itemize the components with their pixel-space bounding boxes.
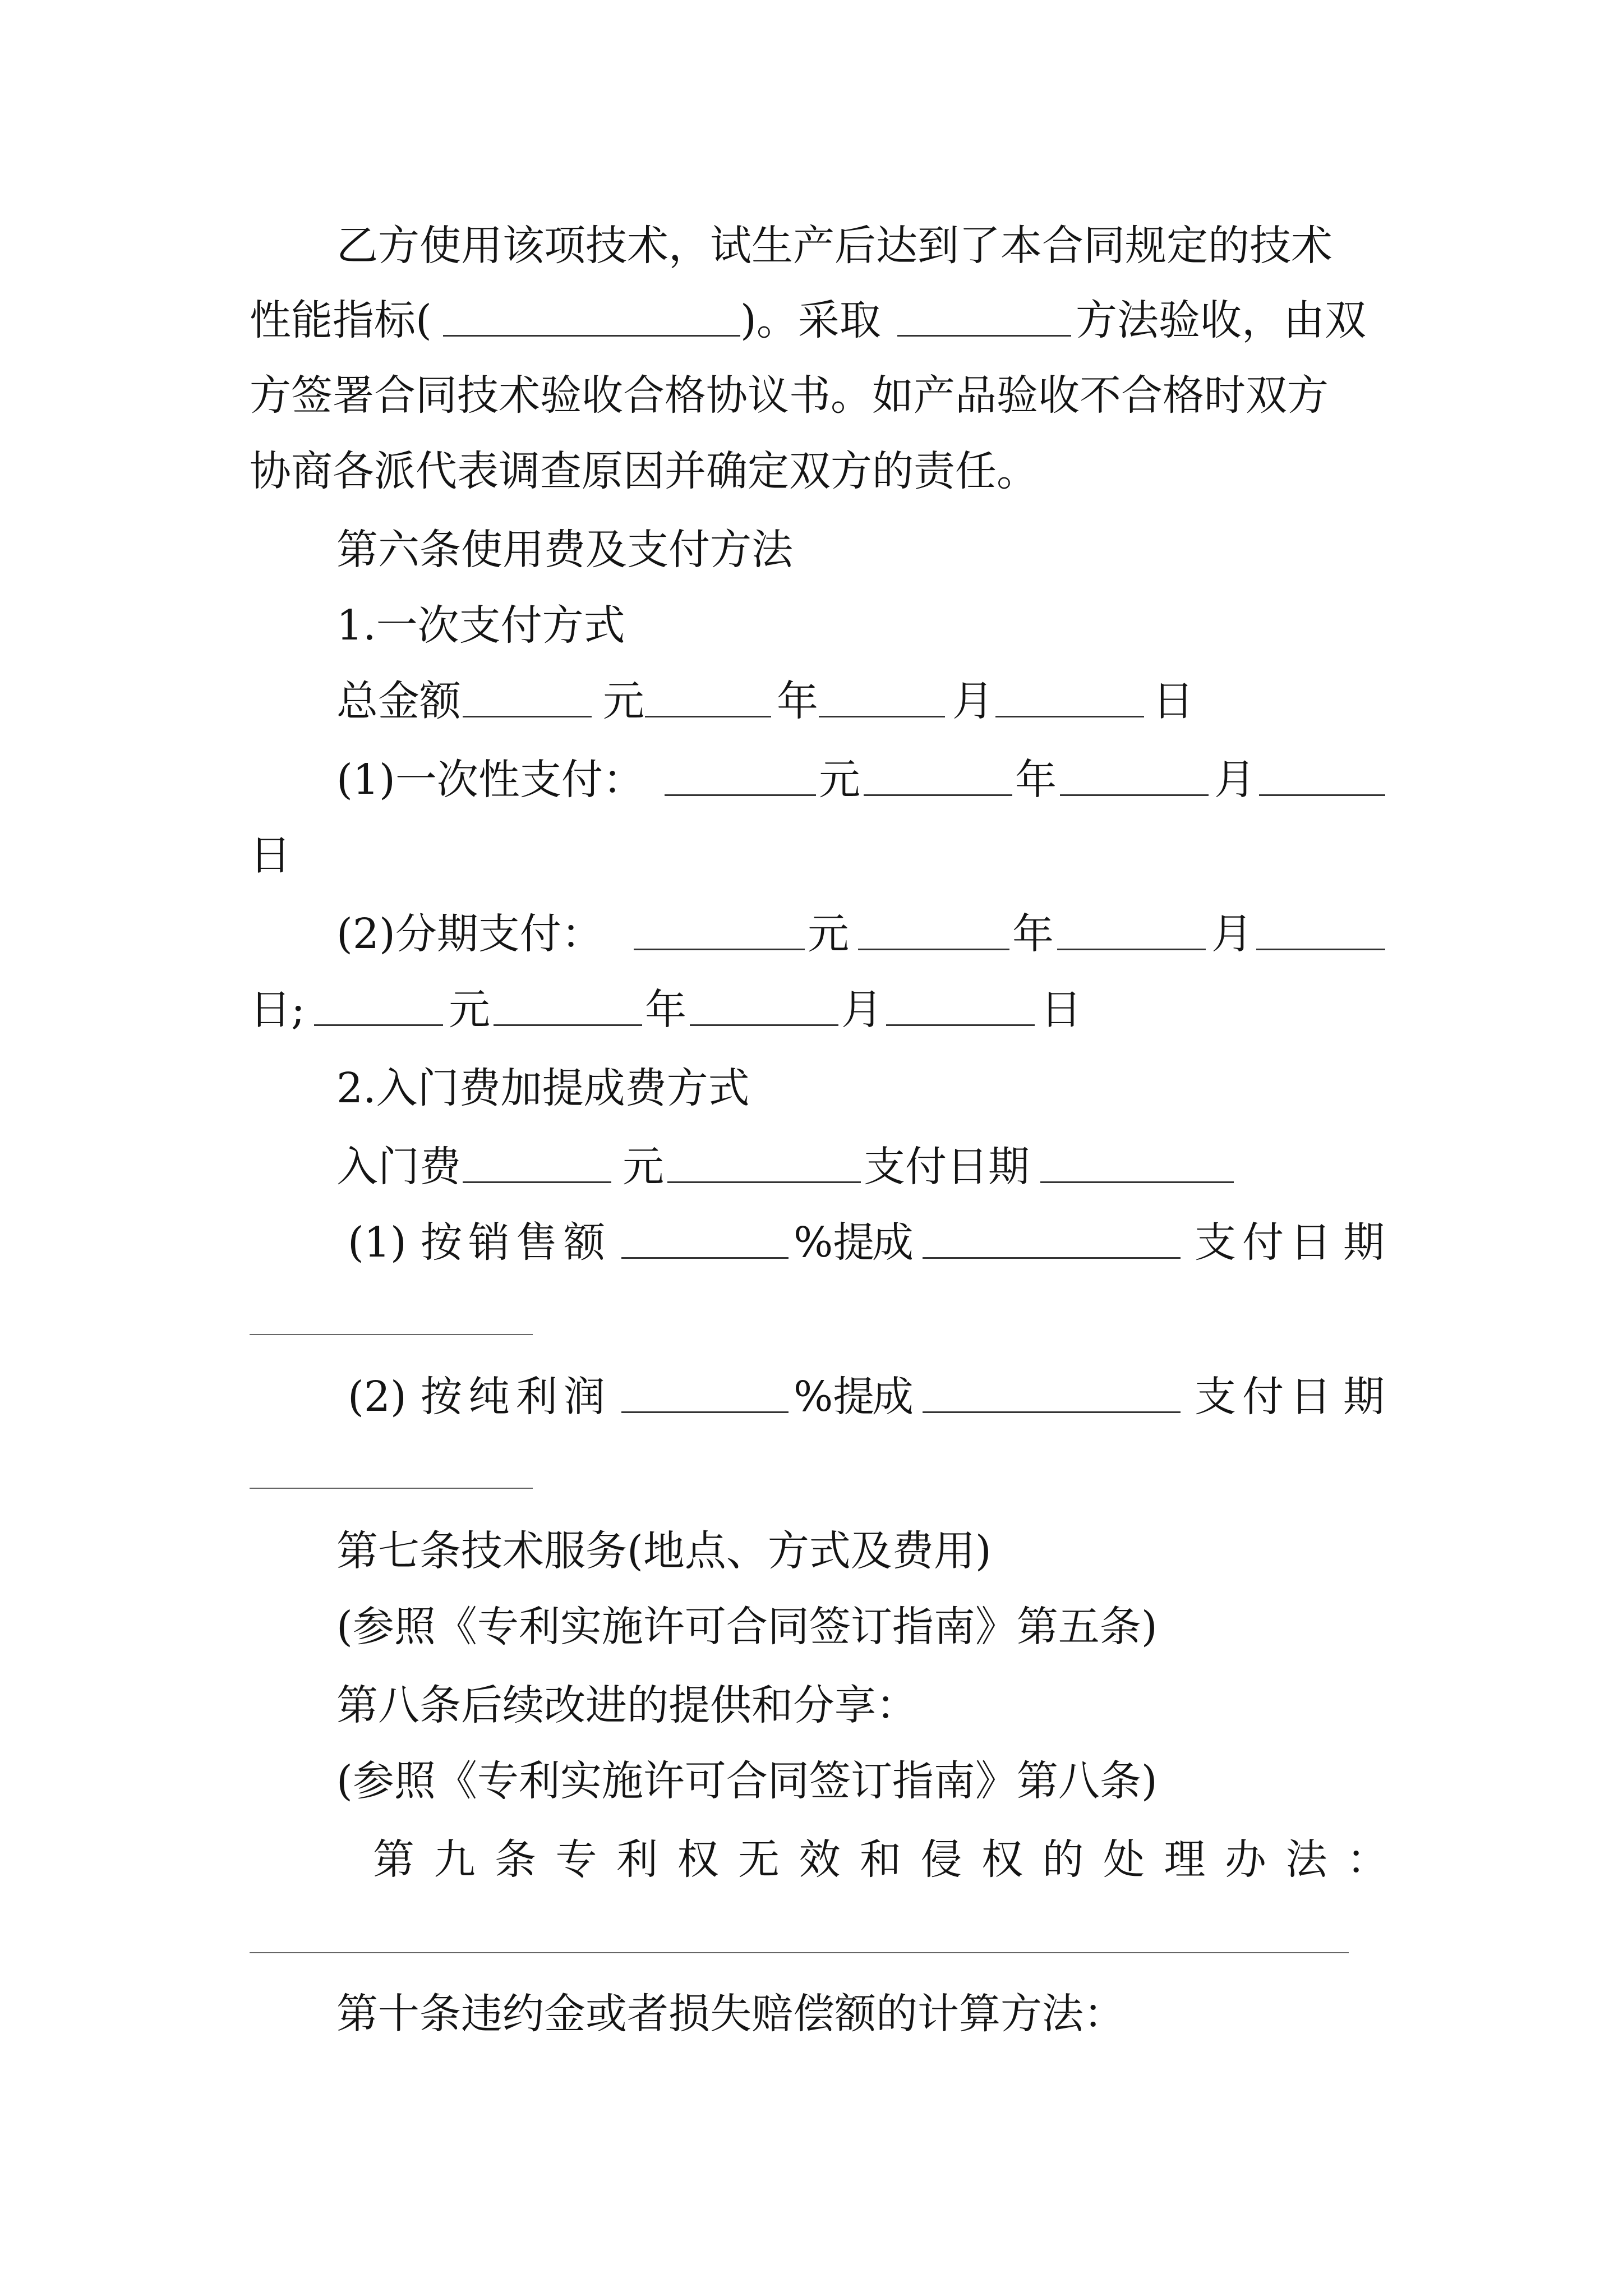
method-2 [0,1055,1623,1122]
fill-blank[interactable] [665,794,816,796]
heading: 第七条技术服务(地点、方式及费用) [336,1527,992,1575]
char: 无 [738,1835,780,1884]
fill-blank[interactable] [494,1024,642,1026]
text: 协商各派代表调查原因并确定双方的责任。 [250,447,1038,495]
entry-fee-line [0,1133,1623,1200]
fill-blank[interactable] [923,1411,1181,1413]
text: 性能指标( [250,296,432,344]
sales-commission-line [348,1209,1388,1276]
label: 按 [421,1218,462,1267]
label: 年 [777,677,818,725]
label: 日 [1040,986,1082,1034]
char: 专 [555,1835,597,1884]
char: 侵 [920,1835,962,1884]
label: 支 [1195,1218,1236,1267]
label: 期 [1343,1373,1385,1421]
one-time-payment-line [0,746,1623,813]
profit-commission-line [348,1363,1388,1430]
article-7-title [0,1517,1623,1585]
char: 九 [434,1835,476,1884]
label: 月 [841,986,883,1034]
char: 和 [860,1835,901,1884]
label: 月 [952,677,994,725]
paragraph-line [0,287,1623,354]
article-10-title [0,1980,1623,2047]
char: ： [1347,1835,1388,1884]
fill-blank[interactable] [314,1024,443,1026]
char: 条 [495,1835,536,1884]
paragraph-line [0,362,1623,429]
method-1 [0,592,1623,659]
fill-blank[interactable] [463,716,592,717]
fill-blank[interactable] [819,716,945,717]
label: 成 [872,1373,914,1421]
label: 总金额 [336,677,461,725]
heading: 第八条后续改进的提供和分享： [336,1681,917,1729]
article-9-title [373,1826,1388,1893]
fill-blank[interactable] [1057,949,1206,950]
fill-blank[interactable] [864,794,1012,796]
char: 理 [1164,1835,1206,1884]
fill-blank[interactable] [1259,794,1385,796]
label: 期 [1343,1218,1385,1267]
char: 的 [1042,1835,1084,1884]
article-7-reference [0,1593,1623,1660]
label: 年 [1012,910,1054,958]
char: 权 [981,1835,1023,1884]
label: 日 [1290,1218,1331,1267]
fill-blank[interactable] [250,1488,533,1489]
text: (参照《专利实施许可合同签订指南》第八条) [336,1757,1158,1805]
installment-line-2 [0,976,1623,1043]
label: 润 [564,1373,605,1421]
text: 方签署合同技术验收合格协议书。如产品验收不合格时双方 [250,371,1329,420]
label: 销 [468,1218,510,1267]
label: 日 [1290,1373,1331,1421]
fill-blank[interactable] [858,949,1009,950]
label: 元 [623,1143,664,1191]
label: 利 [516,1373,557,1421]
fill-blank[interactable] [645,716,771,717]
total-amount-line [0,668,1623,735]
label: 日 [250,831,291,880]
label: 年 [1015,756,1057,804]
fill-blank[interactable] [250,1952,1349,1953]
label: %提 [794,1373,875,1421]
article-8-title [0,1672,1623,1739]
installment-line [0,900,1623,968]
label: (2)分期支付： [336,910,603,958]
article-6-title [0,516,1623,583]
text: )。采取 [740,296,881,344]
label: 纯 [468,1373,510,1421]
char: 第 [373,1835,414,1884]
char: 法 [1285,1835,1327,1884]
label: 成 [872,1218,914,1267]
label: 元 [808,910,849,958]
heading: 第六条使用费及支付方法 [336,526,793,574]
char: 权 [677,1835,719,1884]
fill-blank[interactable] [1256,949,1385,950]
label: %提 [794,1218,875,1267]
char: 办 [1225,1835,1266,1884]
char: 效 [799,1835,841,1884]
label: 年 [645,986,686,1034]
label: (1)一次性支付： [336,756,644,804]
label: 入门费 [336,1143,461,1191]
fill-blank[interactable] [621,1257,789,1259]
label: 按 [421,1373,462,1421]
label: 支付日期 [864,1143,1030,1191]
fill-blank[interactable] [1060,794,1209,796]
fill-blank[interactable] [463,1181,611,1183]
one-time-payment-day [0,822,1623,889]
fill-blank[interactable] [923,1257,1181,1259]
label: 售 [516,1218,557,1267]
label: 付 [1242,1218,1284,1267]
char: 处 [1103,1835,1145,1884]
label: (1) [348,1218,407,1267]
text: 2.入门费加提成费方式 [336,1064,750,1112]
label: 元 [819,756,860,804]
label: 支 [1195,1373,1236,1421]
heading: 第十条违约金或者损失赔偿额的计算方法： [336,1990,1125,2038]
fill-blank[interactable] [621,1411,789,1413]
label: 日; [250,986,305,1034]
label: 付 [1242,1373,1284,1421]
text: (参照《专利实施许可合同签订指南》第五条) [336,1603,1158,1651]
fill-blank[interactable] [995,716,1144,717]
text: 1.一次支付方式 [336,601,625,650]
article-8-reference [0,1747,1623,1815]
fill-blank[interactable] [690,1024,838,1026]
label: 额 [564,1218,605,1267]
char: 利 [616,1835,658,1884]
fill-blank[interactable] [1040,1181,1234,1183]
label: 元 [449,986,490,1034]
fill-blank[interactable] [634,949,805,950]
label: 日 [1152,677,1194,725]
fill-blank[interactable] [443,335,740,337]
label: (2) [348,1373,407,1421]
text: 乙方使用该项技术，试生产后达到了本合同规定的技术 [336,222,1332,270]
paragraph-line [0,438,1623,505]
label: 月 [1211,910,1253,958]
text: 方法验收，由双 [1076,296,1366,344]
fill-blank[interactable] [897,335,1071,337]
label: 月 [1214,756,1256,804]
label: 元 [603,677,644,725]
fill-blank[interactable] [886,1024,1035,1026]
fill-blank[interactable] [250,1334,533,1335]
fill-blank[interactable] [667,1181,861,1183]
paragraph-line [0,212,1623,279]
